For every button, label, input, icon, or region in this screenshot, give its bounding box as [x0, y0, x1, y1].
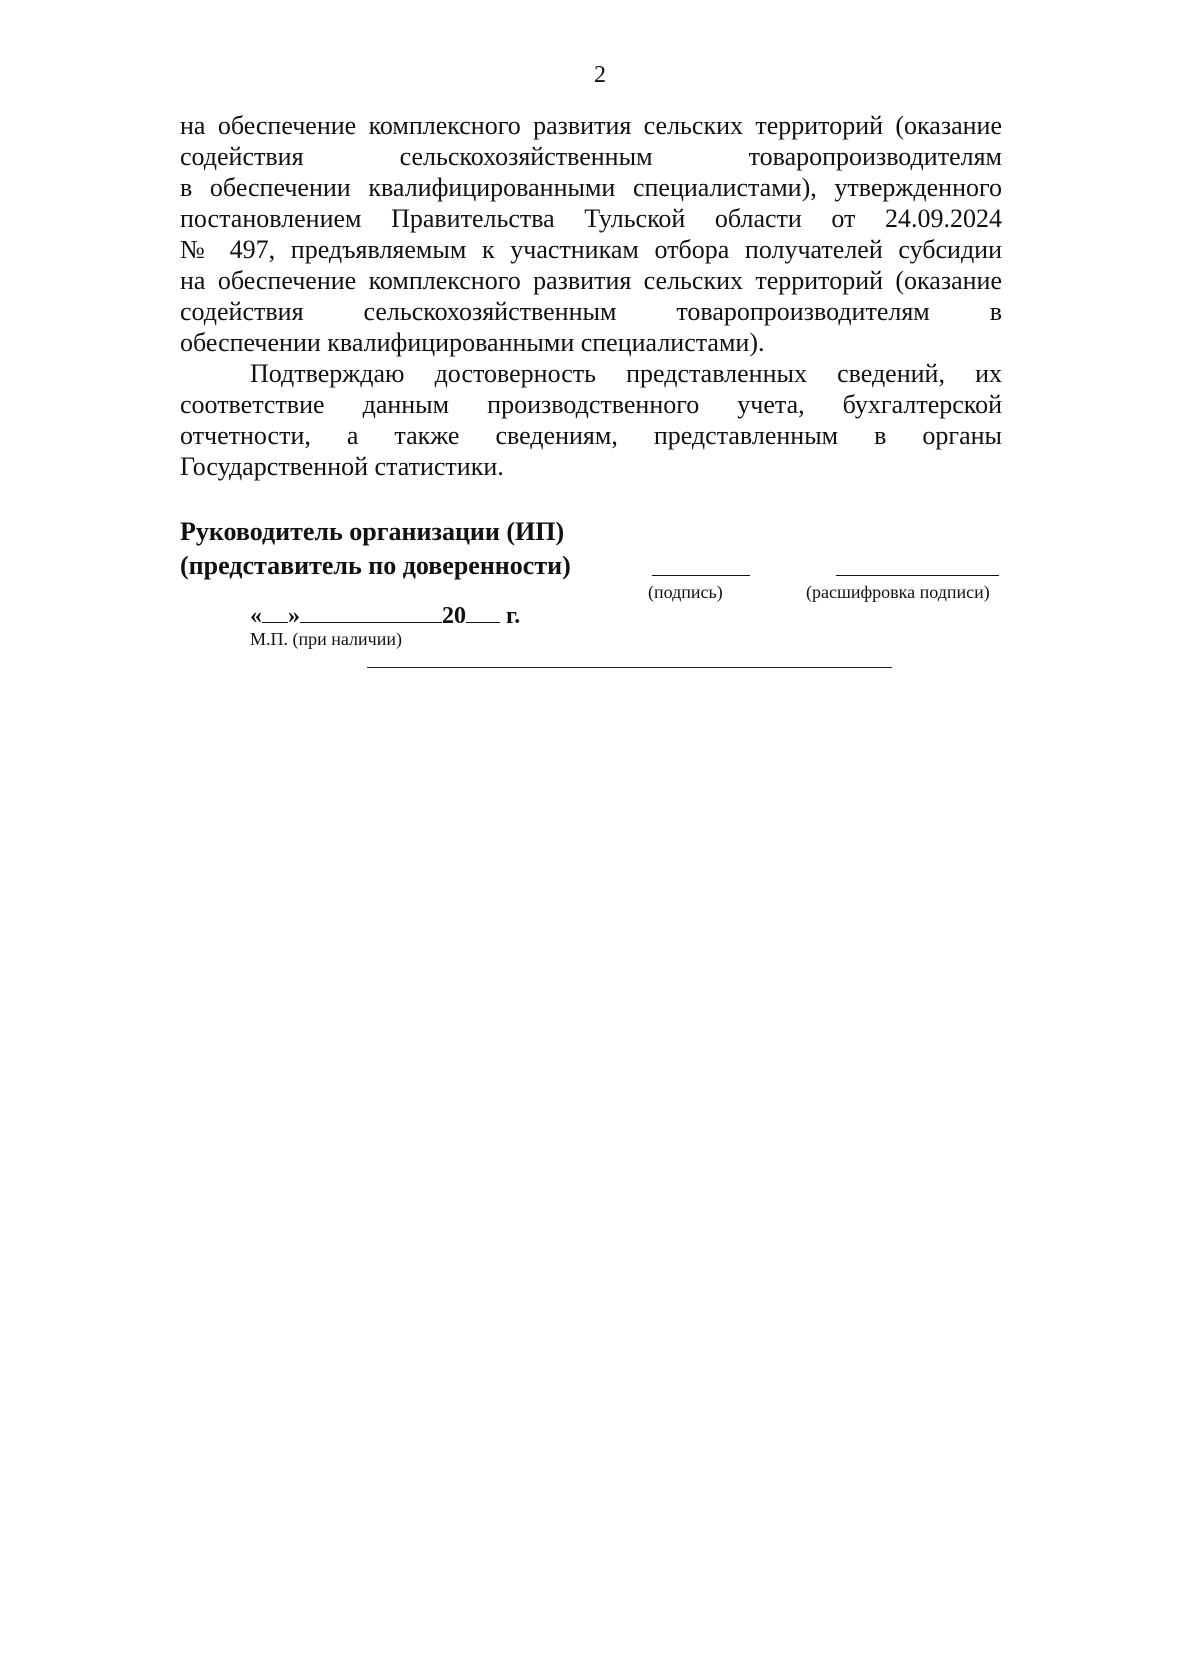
- text-line: содействия сельскохозяйственным товаропроизводителям в: [180, 297, 1002, 326]
- end-divider: [367, 667, 892, 668]
- text-line: в обеспечении квалифицированными специалистами), утвержденного: [180, 173, 1002, 202]
- signatory-title-line: (представитель по доверенности): [180, 551, 571, 580]
- stamp-label: М.П. (при наличии): [250, 629, 402, 649]
- text-line: постановлением Правительства Тульской области от 24.09.2024: [180, 204, 1002, 233]
- text-line: содействия сельскохозяйственным товаропроизводителям: [180, 142, 1002, 171]
- year-blank[interactable]: [466, 600, 500, 623]
- signatory-title: [180, 515, 571, 583]
- signature-caption: (подпись): [648, 582, 723, 602]
- text-line: № 497, предъявляемым к участникам отбора получателей субсидии: [180, 235, 1002, 264]
- text-line: на обеспечение комплексного развития сельских территорий (оказание: [180, 111, 1002, 140]
- page-number: 2: [594, 62, 606, 88]
- date-close-quote: »: [288, 603, 300, 629]
- signatory-title-line: Руководитель организации (ИП): [180, 517, 565, 546]
- signature-decoding-field[interactable]: [836, 575, 999, 576]
- month-blank[interactable]: [300, 600, 442, 623]
- text-line: соответствие данным производственного учета, бухгалтерской: [180, 390, 1002, 419]
- text-line: на обеспечение комплексного развития сельских территорий (оказание: [180, 266, 1002, 295]
- paragraph-confirmation: [180, 358, 1002, 482]
- date-open-quote: «: [250, 603, 262, 629]
- signature-decoding-caption: (расшифровка подписи): [806, 582, 990, 602]
- signature-field[interactable]: [652, 575, 750, 576]
- date-field: [250, 600, 520, 631]
- text-line: отчетности, а также сведениям, представленным в органы: [180, 421, 1002, 450]
- date-century: 20: [442, 603, 466, 629]
- text-line: Государственной статистики.: [180, 452, 504, 481]
- text-line: обеспечении квалифицированными специалистами).: [180, 328, 765, 357]
- text-line: Подтверждаю достоверность представленных сведений, их: [250, 359, 1002, 388]
- day-blank[interactable]: [262, 600, 288, 623]
- date-year-suffix: г.: [506, 603, 521, 629]
- paragraph-requirements: [180, 110, 1002, 358]
- document-body: [180, 110, 1002, 482]
